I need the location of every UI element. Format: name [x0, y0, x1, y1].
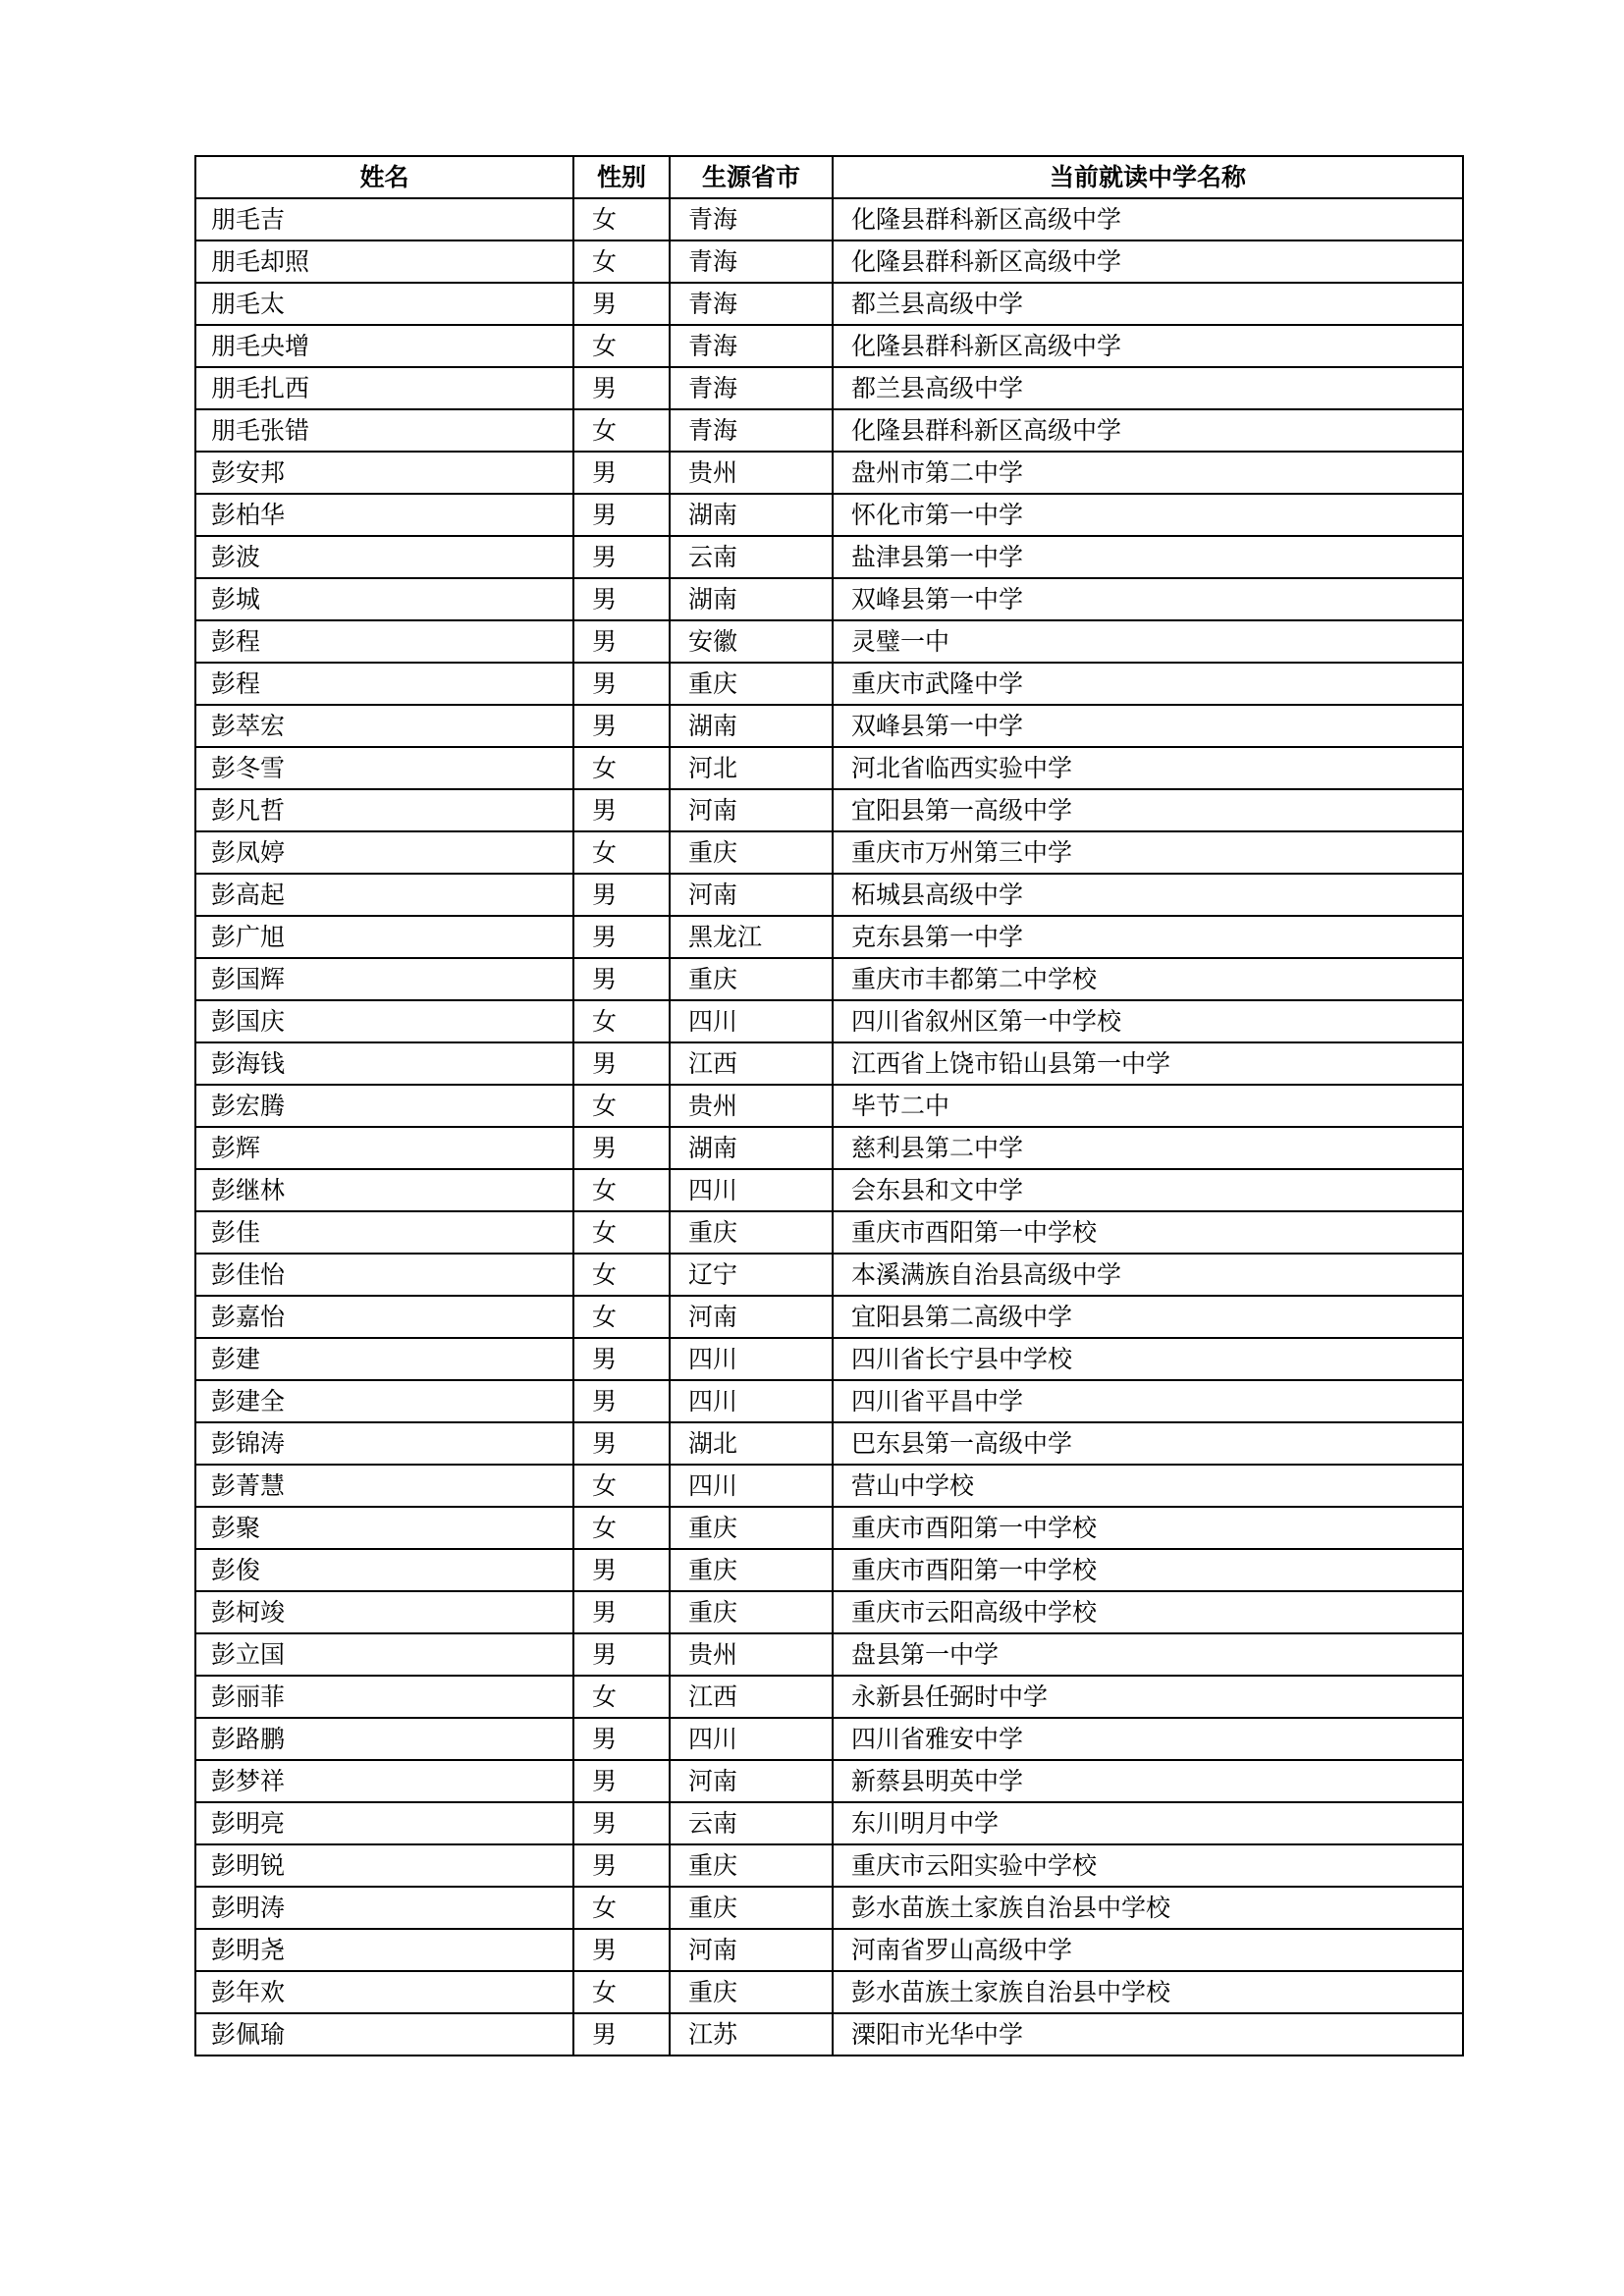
name-cell: 彭安邦 [195, 452, 573, 494]
name-cell: 彭佩瑜 [195, 2013, 573, 2056]
gender-cell: 女 [573, 1971, 670, 2013]
gender-cell: 男 [573, 536, 670, 578]
school-cell: 化隆县群科新区高级中学 [833, 240, 1463, 283]
gender-cell: 女 [573, 1465, 670, 1507]
province-cell: 湖北 [670, 1422, 833, 1465]
name-cell: 彭继林 [195, 1169, 573, 1211]
name-cell: 彭嘉怡 [195, 1296, 573, 1338]
table-row [195, 747, 1463, 789]
table-row [195, 1844, 1463, 1887]
name-cell: 彭城 [195, 578, 573, 620]
gender-cell: 男 [573, 367, 670, 409]
province-cell: 重庆 [670, 1211, 833, 1254]
province-cell: 黑龙江 [670, 916, 833, 958]
province-cell: 重庆 [670, 1591, 833, 1633]
table-row [195, 1591, 1463, 1633]
province-cell: 青海 [670, 409, 833, 452]
name-cell: 彭菁慧 [195, 1465, 573, 1507]
gender-cell: 男 [573, 2013, 670, 2056]
name-cell: 朋毛张错 [195, 409, 573, 452]
table-row [195, 1760, 1463, 1802]
province-cell: 四川 [670, 1338, 833, 1380]
school-cell: 四川省平昌中学 [833, 1380, 1463, 1422]
province-cell: 四川 [670, 1465, 833, 1507]
table-row [195, 578, 1463, 620]
table-row [195, 1042, 1463, 1085]
school-cell: 双峰县第一中学 [833, 705, 1463, 747]
school-cell: 重庆市酉阳第一中学校 [833, 1549, 1463, 1591]
province-cell: 青海 [670, 198, 833, 240]
school-cell: 重庆市酉阳第一中学校 [833, 1507, 1463, 1549]
table-row [195, 705, 1463, 747]
gender-cell: 女 [573, 1676, 670, 1718]
gender-cell: 男 [573, 1718, 670, 1760]
name-cell: 彭立国 [195, 1633, 573, 1676]
gender-cell: 女 [573, 1085, 670, 1127]
gender-cell: 女 [573, 747, 670, 789]
header-school: 当前就读中学名称 [833, 156, 1463, 198]
gender-cell: 男 [573, 1802, 670, 1844]
name-cell: 彭宏腾 [195, 1085, 573, 1127]
table-row [195, 1254, 1463, 1296]
name-cell: 彭高起 [195, 874, 573, 916]
school-cell: 宜阳县第一高级中学 [833, 789, 1463, 831]
school-cell: 化隆县群科新区高级中学 [833, 325, 1463, 367]
table-row [195, 1000, 1463, 1042]
table-row [195, 1169, 1463, 1211]
student-table [194, 155, 1464, 2056]
name-cell: 彭梦祥 [195, 1760, 573, 1802]
name-cell: 朋毛央增 [195, 325, 573, 367]
province-cell: 湖南 [670, 1127, 833, 1169]
province-cell: 湖南 [670, 578, 833, 620]
province-cell: 青海 [670, 367, 833, 409]
province-cell: 河南 [670, 1760, 833, 1802]
name-cell: 彭凡哲 [195, 789, 573, 831]
province-cell: 重庆 [670, 1507, 833, 1549]
table-row [195, 1380, 1463, 1422]
school-cell: 化隆县群科新区高级中学 [833, 198, 1463, 240]
province-cell: 青海 [670, 325, 833, 367]
name-cell: 彭建全 [195, 1380, 573, 1422]
school-cell: 河南省罗山高级中学 [833, 1929, 1463, 1971]
gender-cell: 女 [573, 1296, 670, 1338]
table-row [195, 789, 1463, 831]
province-cell: 河南 [670, 874, 833, 916]
school-cell: 灵璧一中 [833, 620, 1463, 663]
province-cell: 重庆 [670, 1971, 833, 2013]
school-cell: 慈利县第二中学 [833, 1127, 1463, 1169]
name-cell: 朋毛扎西 [195, 367, 573, 409]
name-cell: 彭波 [195, 536, 573, 578]
name-cell: 彭明锐 [195, 1844, 573, 1887]
name-cell: 彭丽菲 [195, 1676, 573, 1718]
province-cell: 湖南 [670, 494, 833, 536]
school-cell: 营山中学校 [833, 1465, 1463, 1507]
province-cell: 重庆 [670, 1549, 833, 1591]
table-row [195, 1422, 1463, 1465]
table-row [195, 1971, 1463, 2013]
table-row [195, 1465, 1463, 1507]
province-cell: 四川 [670, 1169, 833, 1211]
name-cell: 彭佳怡 [195, 1254, 573, 1296]
table-row [195, 367, 1463, 409]
table-row [195, 1676, 1463, 1718]
province-cell: 云南 [670, 1802, 833, 1844]
province-cell: 重庆 [670, 1887, 833, 1929]
table-row [195, 1211, 1463, 1254]
header-province: 生源省市 [670, 156, 833, 198]
province-cell: 重庆 [670, 831, 833, 874]
table-row [195, 1718, 1463, 1760]
gender-cell: 男 [573, 452, 670, 494]
name-cell: 彭辉 [195, 1127, 573, 1169]
gender-cell: 男 [573, 1549, 670, 1591]
school-cell: 新蔡县明英中学 [833, 1760, 1463, 1802]
gender-cell: 男 [573, 1338, 670, 1380]
name-cell: 彭明尧 [195, 1929, 573, 1971]
name-cell: 朋毛却照 [195, 240, 573, 283]
gender-cell: 男 [573, 578, 670, 620]
gender-cell: 女 [573, 1887, 670, 1929]
school-cell: 本溪满族自治县高级中学 [833, 1254, 1463, 1296]
province-cell: 贵州 [670, 1633, 833, 1676]
name-cell: 彭柯竣 [195, 1591, 573, 1633]
province-cell: 安徽 [670, 620, 833, 663]
gender-cell: 男 [573, 1929, 670, 1971]
name-cell: 彭冬雪 [195, 747, 573, 789]
school-cell: 重庆市云阳实验中学校 [833, 1844, 1463, 1887]
province-cell: 辽宁 [670, 1254, 833, 1296]
province-cell: 贵州 [670, 452, 833, 494]
name-cell: 彭广旭 [195, 916, 573, 958]
school-cell: 盘县第一中学 [833, 1633, 1463, 1676]
name-cell: 彭程 [195, 620, 573, 663]
province-cell: 云南 [670, 536, 833, 578]
name-cell: 彭国庆 [195, 1000, 573, 1042]
gender-cell: 男 [573, 1591, 670, 1633]
name-cell: 彭海钱 [195, 1042, 573, 1085]
gender-cell: 女 [573, 1211, 670, 1254]
province-cell: 江西 [670, 1042, 833, 1085]
gender-cell: 女 [573, 198, 670, 240]
table-row [195, 536, 1463, 578]
table-row [195, 1929, 1463, 1971]
province-cell: 湖南 [670, 705, 833, 747]
province-cell: 重庆 [670, 1844, 833, 1887]
school-cell: 重庆市云阳高级中学校 [833, 1591, 1463, 1633]
school-cell: 毕节二中 [833, 1085, 1463, 1127]
province-cell: 贵州 [670, 1085, 833, 1127]
school-cell: 四川省长宁县中学校 [833, 1338, 1463, 1380]
name-cell: 彭建 [195, 1338, 573, 1380]
table-row [195, 494, 1463, 536]
gender-cell: 男 [573, 874, 670, 916]
school-cell: 永新县任弼时中学 [833, 1676, 1463, 1718]
school-cell: 双峰县第一中学 [833, 578, 1463, 620]
table-row [195, 831, 1463, 874]
table-row [195, 1633, 1463, 1676]
gender-cell: 男 [573, 1380, 670, 1422]
table-row [195, 1338, 1463, 1380]
gender-cell: 女 [573, 1254, 670, 1296]
table-row [195, 2013, 1463, 2056]
gender-cell: 女 [573, 325, 670, 367]
gender-cell: 男 [573, 494, 670, 536]
table-row [195, 198, 1463, 240]
name-cell: 彭年欢 [195, 1971, 573, 2013]
school-cell: 重庆市武隆中学 [833, 663, 1463, 705]
table-row [195, 409, 1463, 452]
school-cell: 都兰县高级中学 [833, 367, 1463, 409]
table-row [195, 452, 1463, 494]
name-cell: 彭路鹏 [195, 1718, 573, 1760]
table-row [195, 1085, 1463, 1127]
gender-cell: 女 [573, 1000, 670, 1042]
gender-cell: 男 [573, 620, 670, 663]
school-cell: 彭水苗族土家族自治县中学校 [833, 1971, 1463, 2013]
school-cell: 化隆县群科新区高级中学 [833, 409, 1463, 452]
name-cell: 彭俊 [195, 1549, 573, 1591]
gender-cell: 男 [573, 663, 670, 705]
header-gender: 性别 [573, 156, 670, 198]
table-row [195, 1887, 1463, 1929]
header-name: 姓名 [195, 156, 573, 198]
school-cell: 溧阳市光华中学 [833, 2013, 1463, 2056]
province-cell: 河南 [670, 1296, 833, 1338]
gender-cell: 男 [573, 1422, 670, 1465]
school-cell: 怀化市第一中学 [833, 494, 1463, 536]
name-cell: 彭国辉 [195, 958, 573, 1000]
province-cell: 四川 [670, 1000, 833, 1042]
name-cell: 彭柏华 [195, 494, 573, 536]
province-cell: 重庆 [670, 663, 833, 705]
gender-cell: 男 [573, 1844, 670, 1887]
name-cell: 彭聚 [195, 1507, 573, 1549]
school-cell: 河北省临西实验中学 [833, 747, 1463, 789]
province-cell: 河南 [670, 789, 833, 831]
name-cell: 彭明涛 [195, 1887, 573, 1929]
name-cell: 彭凤婷 [195, 831, 573, 874]
school-cell: 克东县第一中学 [833, 916, 1463, 958]
table-row [195, 325, 1463, 367]
school-cell: 柘城县高级中学 [833, 874, 1463, 916]
name-cell: 彭萃宏 [195, 705, 573, 747]
school-cell: 盐津县第一中学 [833, 536, 1463, 578]
province-cell: 江苏 [670, 2013, 833, 2056]
school-cell: 重庆市丰都第二中学校 [833, 958, 1463, 1000]
name-cell: 彭佳 [195, 1211, 573, 1254]
gender-cell: 男 [573, 916, 670, 958]
school-cell: 东川明月中学 [833, 1802, 1463, 1844]
province-cell: 河北 [670, 747, 833, 789]
name-cell: 彭锦涛 [195, 1422, 573, 1465]
gender-cell: 男 [573, 705, 670, 747]
gender-cell: 男 [573, 1127, 670, 1169]
table-row [195, 1507, 1463, 1549]
school-cell: 盘州市第二中学 [833, 452, 1463, 494]
table-header-row [195, 156, 1463, 198]
gender-cell: 男 [573, 958, 670, 1000]
table-row [195, 620, 1463, 663]
gender-cell: 女 [573, 831, 670, 874]
school-cell: 重庆市酉阳第一中学校 [833, 1211, 1463, 1254]
school-cell: 四川省雅安中学 [833, 1718, 1463, 1760]
school-cell: 四川省叙州区第一中学校 [833, 1000, 1463, 1042]
gender-cell: 男 [573, 789, 670, 831]
table-row [195, 1802, 1463, 1844]
gender-cell: 男 [573, 1760, 670, 1802]
province-cell: 河南 [670, 1929, 833, 1971]
table-row [195, 240, 1463, 283]
gender-cell: 女 [573, 1169, 670, 1211]
name-cell: 朋毛太 [195, 283, 573, 325]
table-row [195, 874, 1463, 916]
province-cell: 青海 [670, 240, 833, 283]
gender-cell: 男 [573, 1633, 670, 1676]
table-row [195, 1549, 1463, 1591]
gender-cell: 男 [573, 283, 670, 325]
school-cell: 宜阳县第二高级中学 [833, 1296, 1463, 1338]
name-cell: 朋毛吉 [195, 198, 573, 240]
table-row [195, 1296, 1463, 1338]
table-row [195, 958, 1463, 1000]
school-cell: 彭水苗族土家族自治县中学校 [833, 1887, 1463, 1929]
gender-cell: 女 [573, 409, 670, 452]
gender-cell: 女 [573, 1507, 670, 1549]
school-cell: 会东县和文中学 [833, 1169, 1463, 1211]
province-cell: 青海 [670, 283, 833, 325]
province-cell: 四川 [670, 1380, 833, 1422]
gender-cell: 女 [573, 240, 670, 283]
name-cell: 彭程 [195, 663, 573, 705]
school-cell: 都兰县高级中学 [833, 283, 1463, 325]
school-cell: 巴东县第一高级中学 [833, 1422, 1463, 1465]
school-cell: 江西省上饶市铅山县第一中学 [833, 1042, 1463, 1085]
province-cell: 重庆 [670, 958, 833, 1000]
table-row [195, 663, 1463, 705]
table-row [195, 283, 1463, 325]
name-cell: 彭明亮 [195, 1802, 573, 1844]
province-cell: 四川 [670, 1718, 833, 1760]
gender-cell: 男 [573, 1042, 670, 1085]
table-row [195, 916, 1463, 958]
province-cell: 江西 [670, 1676, 833, 1718]
table-row [195, 1127, 1463, 1169]
school-cell: 重庆市万州第三中学 [833, 831, 1463, 874]
